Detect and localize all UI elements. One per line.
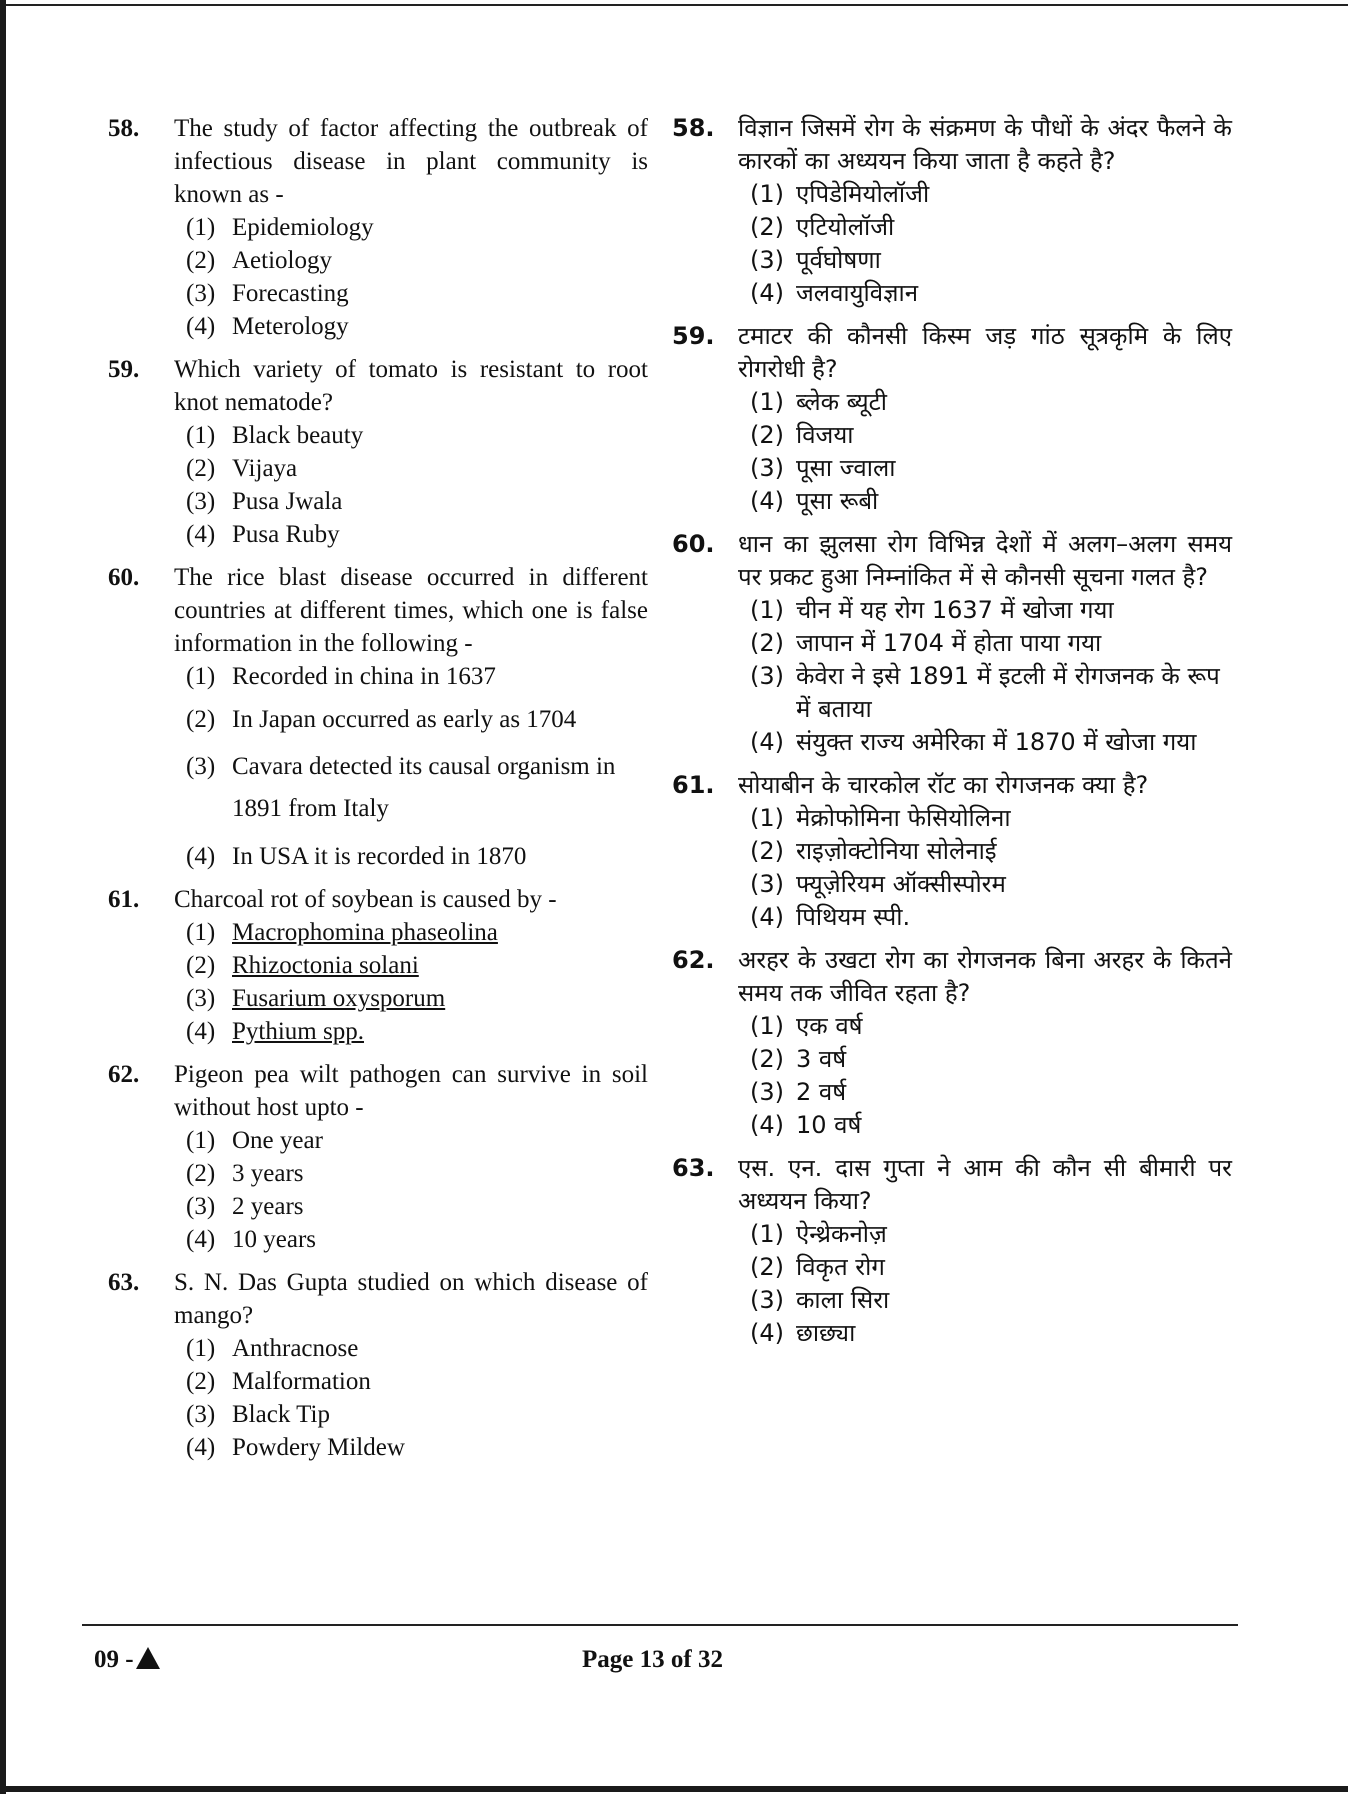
- question-stem: एस. एन. दास गुप्ता ने आम की कौन सी बीमारी पर अध्ययन किया?: [738, 1154, 1232, 1215]
- option: (2) Rhizoctonia solani: [186, 952, 419, 979]
- option: (2) विकृत रोग: [750, 1253, 885, 1281]
- option: (1) Recorded in china in 1637: [186, 663, 496, 690]
- option: (4) In USA it is recorded in 1870: [186, 843, 527, 870]
- question-62-hi: [672, 944, 1232, 1142]
- option: (3) Cavara detected its causal organism in 1891 from Italy: [186, 753, 616, 822]
- option: (1) एक वर्ष: [750, 1012, 863, 1040]
- question-stem: Charcoal rot of soybean is caused by -: [174, 886, 557, 913]
- option: (3) पूर्वघोषणा: [750, 246, 881, 274]
- paper-code: [94, 1646, 160, 1674]
- option: (1) Black beauty: [186, 422, 364, 449]
- option: (2) 3 years: [186, 1160, 304, 1187]
- option: (2) Malformation: [186, 1368, 371, 1395]
- scan-left-edge: [0, 0, 6, 1794]
- option: (1) Macrophomina phaseolina: [186, 919, 498, 946]
- question-60-en: [108, 561, 648, 873]
- option: (2) विजया: [750, 421, 854, 449]
- question-59-en: [108, 353, 648, 551]
- triangle-icon: [136, 1647, 160, 1669]
- option: (3) 2 वर्ष: [750, 1078, 847, 1106]
- option: (4) जलवायुविज्ञान: [750, 279, 919, 307]
- option: (1) Epidemiology: [186, 214, 374, 241]
- question-stem: सोयाबीन के चारकोल रॉट का रोगजनक क्या है?: [738, 771, 1149, 799]
- question-58-en: [108, 112, 648, 343]
- option: (2) 3 वर्ष: [750, 1045, 847, 1073]
- option: (3) केवेरा ने इसे 1891 में इटली में रोगजनक के रूप में बताया: [750, 662, 1220, 723]
- option: (2) In Japan occurred as early as 1704: [186, 706, 577, 733]
- option: (3) Forecasting: [186, 280, 349, 307]
- question-58-hi: [672, 112, 1232, 310]
- option: (3) काला सिरा: [750, 1286, 890, 1314]
- paper-code-text: 09 -: [94, 1646, 134, 1673]
- question-number: 61.: [672, 771, 715, 799]
- option: (4) 10 years: [186, 1226, 316, 1253]
- page-number: Page 13 of 32: [582, 1646, 723, 1673]
- option: (2) जापान में 1704 में होता पाया गया: [750, 629, 1102, 657]
- question-number: 60.: [672, 530, 715, 558]
- option: (2) Aetiology: [186, 247, 332, 274]
- option: (2) राइज़ोक्टोनिया सोलेनाई: [750, 837, 997, 865]
- question-stem: The rice blast disease occurred in different countries at different times, which one is false information in the following -: [174, 564, 648, 657]
- option: (1) मेक्रोफोमिना फेसियोलिना: [750, 804, 1011, 832]
- question-60-hi: [672, 528, 1232, 759]
- question-number: 60.: [108, 564, 140, 591]
- option: (1) चीन में यह रोग 1637 में खोजा गया: [750, 596, 1114, 624]
- option: (4) छाछ्या: [750, 1319, 856, 1347]
- option: (1) एपिडेमियोलॉजी: [750, 180, 930, 208]
- option: (3) पूसा ज्वाला: [750, 454, 896, 482]
- question-number: 63.: [108, 1269, 140, 1296]
- question-number: 63.: [672, 1154, 715, 1182]
- question-stem: S. N. Das Gupta studied on which disease of mango?: [174, 1269, 648, 1329]
- question-61-en: [108, 883, 648, 1048]
- option: (2) Vijaya: [186, 455, 298, 482]
- question-61-hi: [672, 769, 1232, 934]
- question-stem: अरहर के उखटा रोग का रोगजनक बिना अरहर के कितने समय तक जीवित रहता है?: [738, 946, 1232, 1007]
- option: (3) Black Tip: [186, 1401, 330, 1428]
- option: (2) एटियोलॉजी: [750, 213, 895, 241]
- scan-bottom-edge: [0, 1786, 1348, 1792]
- top-rule: [0, 4, 1348, 6]
- question-stem: The study of factor affecting the outbreak of infectious disease in plant community is known as -: [174, 115, 648, 208]
- question-59-hi: [672, 320, 1232, 518]
- question-number: 62.: [672, 946, 715, 974]
- option: (4) पिथियम स्पी.: [750, 903, 911, 931]
- option: (1) ब्लेक ब्यूटी: [750, 388, 887, 416]
- question-number: 62.: [108, 1061, 140, 1088]
- option: (3) 2 years: [186, 1193, 304, 1220]
- option: (1) ऐन्थ्रेकनोज़: [750, 1220, 887, 1248]
- hindi-column: [672, 112, 1232, 1350]
- option: (1) Anthracnose: [186, 1335, 359, 1362]
- question-number: 59.: [108, 356, 140, 383]
- question-stem: Pigeon pea wilt pathogen can survive in soil without host upto -: [174, 1061, 648, 1121]
- option: (4) Meterology: [186, 313, 349, 340]
- option: (1) One year: [186, 1127, 323, 1154]
- question-stem: Which variety of tomato is resistant to root knot nematode?: [174, 356, 648, 416]
- option: (3) Fusarium oxysporum: [186, 985, 446, 1012]
- option: (3) फ्यूज़ेरियम ऑक्सीस्पोरम: [750, 870, 1006, 898]
- question-number: 58.: [672, 114, 715, 142]
- question-number: 58.: [108, 115, 140, 142]
- question-63-hi: [672, 1152, 1232, 1350]
- option: (4) संयुक्त राज्य अमेरिका में 1870 में खोजा गया: [750, 728, 1197, 756]
- question-stem: विज्ञान जिसमें रोग के संक्रमण के पौधों के अंदर फैलने के कारकों का अध्ययन किया जाता है कहते है?: [738, 114, 1232, 175]
- question-62-en: [108, 1058, 648, 1256]
- option: (4) Pusa Ruby: [186, 521, 340, 548]
- question-stem: टमाटर की कौनसी किस्म जड़ गांठ सूत्रकृमि के लिए रोगरोधी है?: [738, 322, 1232, 383]
- option: (4) 10 वर्ष: [750, 1111, 862, 1139]
- option: (4) Powdery Mildew: [186, 1434, 405, 1461]
- english-column: [108, 112, 648, 1464]
- option: (3) Pusa Jwala: [186, 488, 343, 515]
- question-number: 59.: [672, 322, 715, 350]
- question-number: 61.: [108, 886, 140, 913]
- option: (4) पूसा रूबी: [750, 487, 879, 515]
- question-stem: धान का झुलसा रोग विभिन्न देशों में अलग–अलग समय पर प्रकट हुआ निम्नांकित में से कौनसी सूचना गलत है?: [738, 530, 1232, 591]
- footer-rule: [82, 1624, 1238, 1626]
- option: (4) Pythium spp.: [186, 1018, 364, 1045]
- question-63-en: [108, 1266, 648, 1464]
